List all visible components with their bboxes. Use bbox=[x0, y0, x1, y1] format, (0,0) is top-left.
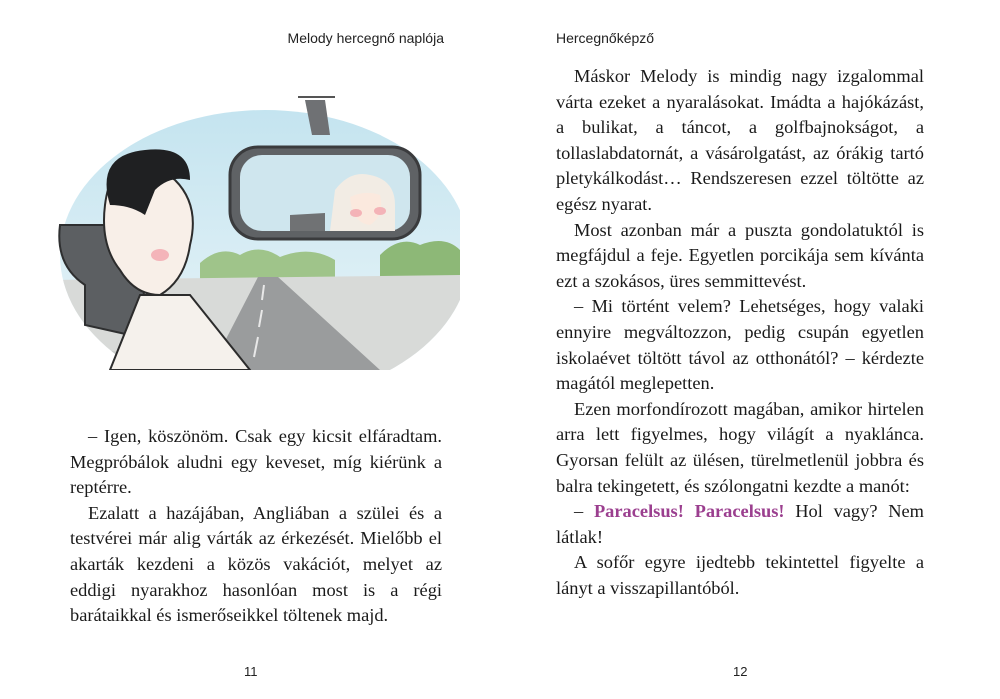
paragraph: Ezalatt a hazájában, Angliában a szülei és a testvérei már alig várták az érkezését. Mielőbb el akarták kezdeni a közös vakációt, melyet az eddigi nyarakhoz hasonlóan most is a régi barátaikkal és ismerőseikkel töltenek majd. bbox=[70, 502, 442, 626]
running-head-left: Melody hercegnő naplója bbox=[287, 30, 444, 46]
paragraph: – Igen, köszönöm. Csak egy kicsit elfáradtam. Megpróbálok aludni egy keveset, míg kiérünk a reptérre. bbox=[70, 426, 442, 498]
highlighted-name: Paracelsus! Paracelsus! bbox=[593, 501, 785, 522]
dialogue-dash: – bbox=[574, 501, 594, 522]
page-number-left: 11 bbox=[244, 664, 258, 679]
left-body-text bbox=[70, 424, 442, 629]
running-head-right: Hercegnőképző bbox=[556, 30, 655, 46]
paragraph: Most azonban már a puszta gondolatuktól is megfájdul a feje. Egyetlen porcikája sem kívánta ezt a szokásos, üres semmittevést. bbox=[556, 219, 924, 291]
paragraph: A sofőr egyre ijedtebb tekintettel figyelte a lányt a visszapillantóból. bbox=[556, 552, 924, 598]
paragraph: Ezen morfondírozott magában, amikor hirtelen arra lett figyelmes, hogy világít a nyaklánca. Gyorsan felült az ülésen, türelmetlenül jobbra és balra tekingetett, és szólongatni kezdte a manót: bbox=[556, 398, 924, 496]
paragraph: Máskor Melody is mindig nagy izgalommal várta ezeket a nyaralásokat. Imádta a hajókázást, a bulikat, a táncot, a golfbajnokságot, a tollaslabdatornát, a vásárolgatást, az órákig tartó pletykálkodást… Rendszeresen ezzel töltötte az egész nyarat. bbox=[556, 66, 924, 214]
page-number-right: 12 bbox=[733, 664, 748, 679]
paragraph: – Mi történt velem? Lehetséges, hogy valaki ennyire megváltozzon, pedig csupán egyetlen iskolaévet töltött távol az otthonától? – kérdezte magától meglepetten. bbox=[556, 296, 924, 394]
car-illustration bbox=[50, 95, 460, 370]
right-page bbox=[500, 0, 1000, 699]
dialogue-paragraph bbox=[556, 499, 924, 550]
right-body-text bbox=[556, 64, 924, 601]
dialogue-rest: Hol vagy? Nem látlak! bbox=[556, 501, 924, 547]
